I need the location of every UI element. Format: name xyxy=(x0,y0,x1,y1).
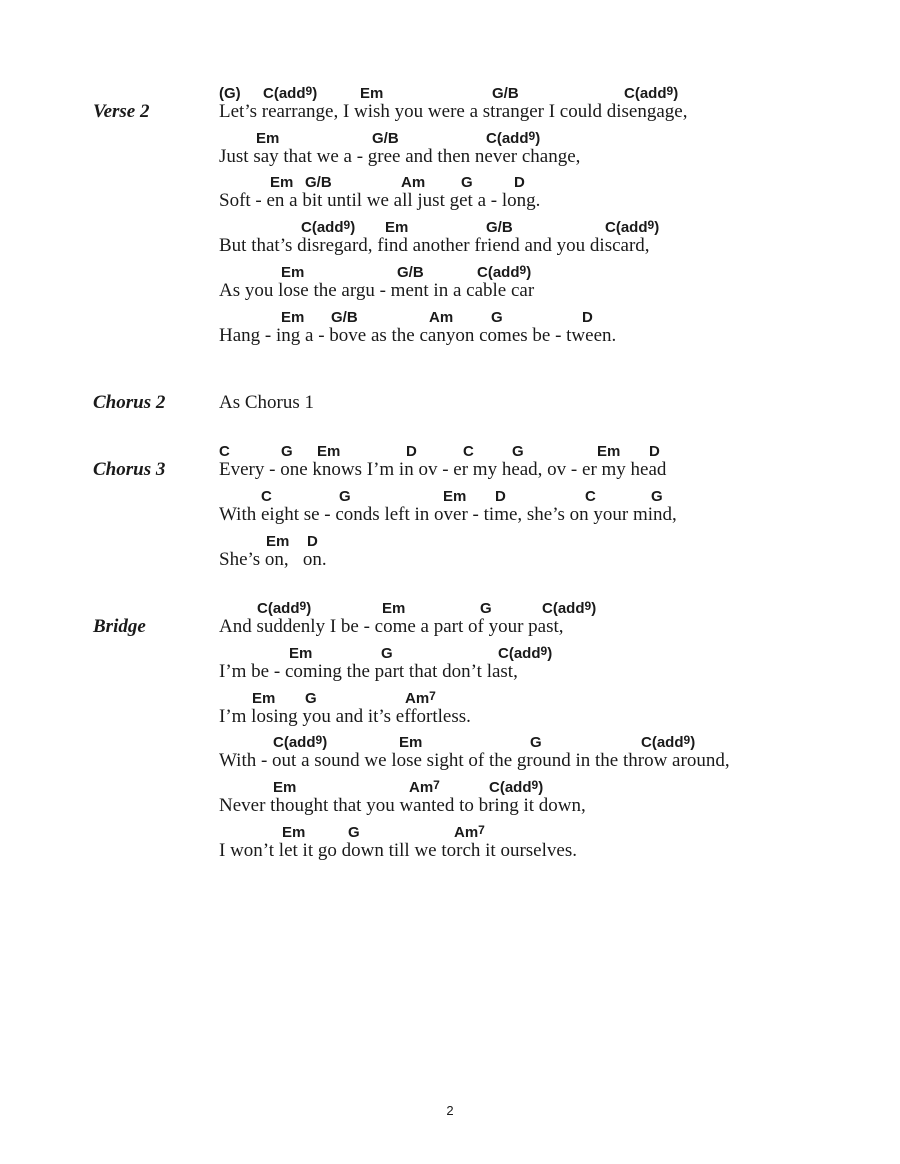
chord: Em xyxy=(382,600,406,617)
chord: Em xyxy=(270,174,294,191)
chord: Em xyxy=(597,443,621,460)
chord: G/B xyxy=(397,264,424,281)
chord: C(add$^9$) xyxy=(273,733,328,751)
chord: C(add$^9$) xyxy=(624,84,679,102)
chord: G/B xyxy=(486,219,513,236)
lyric-text: Never thought that you wanted to bring it down, xyxy=(219,795,586,816)
chord: D xyxy=(582,309,593,326)
section-label-verse-2: Verse 2 xyxy=(93,101,150,122)
chord: G xyxy=(348,824,360,841)
section-label-bridge: Bridge xyxy=(93,616,146,637)
lyric-line xyxy=(219,691,859,731)
lyric-line xyxy=(219,175,859,215)
chord: G xyxy=(305,690,317,707)
chord: C(add$^9$) xyxy=(301,218,356,236)
chord: D xyxy=(406,443,417,460)
lyric-line xyxy=(219,825,859,865)
chord: G xyxy=(480,600,492,617)
lyric-text: But that’s disregard, find another friend and you discard, xyxy=(219,235,650,256)
chord: D xyxy=(514,174,525,191)
chord: Em xyxy=(317,443,341,460)
chord: D xyxy=(495,488,506,505)
lyric-text: With eight se - conds left in over - time, she’s on your mind, xyxy=(219,504,677,525)
chord: G xyxy=(339,488,351,505)
chord: Em xyxy=(266,533,290,550)
chord: Em xyxy=(281,309,305,326)
chord: G xyxy=(651,488,663,505)
lyric-line xyxy=(219,735,859,775)
lyric-line xyxy=(219,489,859,529)
chord: Em xyxy=(281,264,305,281)
chord: G/B xyxy=(305,174,332,191)
chord: C xyxy=(261,488,272,505)
lyric-line xyxy=(219,534,859,574)
lyric-line xyxy=(219,265,859,305)
chord: Am$^7$ xyxy=(409,778,440,796)
chord: (G) xyxy=(219,85,241,102)
chord: C(add$^9$) xyxy=(477,263,532,281)
chord: Em xyxy=(443,488,467,505)
lyric-text: Soft - en a bit until we all just get a - long. xyxy=(219,190,541,211)
chord: Em xyxy=(399,734,423,751)
lyric-text: I’m be - coming the part that don’t last, xyxy=(219,661,518,682)
chorus-2-text: As Chorus 1 xyxy=(219,392,315,413)
chord: G xyxy=(530,734,542,751)
chord: Am$^7$ xyxy=(454,823,485,841)
chord: Em xyxy=(273,779,297,796)
lyric-text: With - out a sound we lose sight of the ground in the throw around, xyxy=(219,750,730,771)
lyric-line xyxy=(219,131,859,171)
chord: C(add$^9$) xyxy=(489,778,544,796)
section-label-chorus-2: Chorus 2 xyxy=(93,392,166,413)
lyric-text: She’s on, on. xyxy=(219,549,327,570)
lyric-line xyxy=(219,86,859,126)
chord: Em xyxy=(385,219,409,236)
lyric-text: Every - one knows I’m in ov - er my head, ov - er my head xyxy=(219,459,667,480)
chord: C(add$^9$) xyxy=(641,733,696,751)
chord: C(add$^9$) xyxy=(605,218,660,236)
chord: C xyxy=(585,488,596,505)
chord: Em xyxy=(289,645,313,662)
chord: C(add$^9$) xyxy=(498,644,553,662)
lyric-line xyxy=(219,780,859,820)
chord: Am$^7$ xyxy=(405,689,436,707)
chord: C(add$^9$) xyxy=(486,129,541,147)
chord: Em xyxy=(256,130,280,147)
chord: G/B xyxy=(372,130,399,147)
lyric-line xyxy=(219,220,859,260)
chord: Em xyxy=(252,690,276,707)
chord: D xyxy=(307,533,318,550)
chord: C xyxy=(219,443,230,460)
chord: G xyxy=(381,645,393,662)
chord: C xyxy=(463,443,474,460)
chord: G/B xyxy=(331,309,358,326)
page-number: 2 xyxy=(446,1103,454,1118)
lyric-text: I’m losing you and it’s effortless. xyxy=(219,706,471,727)
lyric-text: And suddenly I be - come a part of your past, xyxy=(219,616,564,637)
chord: C(add$^9$) xyxy=(542,599,597,617)
chord: Em xyxy=(360,85,384,102)
section-label-chorus-3: Chorus 3 xyxy=(93,459,166,480)
lyric-text: I won’t let it go down till we torch it ourselves. xyxy=(219,840,577,861)
chord: G/B xyxy=(492,85,519,102)
lyric-text: Just say that we a - gree and then never change, xyxy=(219,146,581,167)
chord: G xyxy=(512,443,524,460)
chord: Am xyxy=(429,309,454,326)
lyric-line xyxy=(219,601,859,641)
chord: G xyxy=(281,443,293,460)
chord: G xyxy=(461,174,473,191)
chord: C(add$^9$) xyxy=(263,84,318,102)
lyric-text: As you lose the argu - ment in a cable car xyxy=(219,280,535,301)
lyric-line xyxy=(219,310,859,350)
chord: D xyxy=(649,443,660,460)
chord: C(add$^9$) xyxy=(257,599,312,617)
lyric-line xyxy=(219,646,859,686)
chord: Am xyxy=(401,174,426,191)
chord: G xyxy=(491,309,503,326)
lyric-text: Let’s rearrange, I wish you were a stranger I could disengage, xyxy=(219,101,688,122)
lyric-text: Hang - ing a - bove as the canyon comes be - tween. xyxy=(219,325,617,346)
chord: Em xyxy=(282,824,306,841)
lyric-line xyxy=(219,444,859,484)
